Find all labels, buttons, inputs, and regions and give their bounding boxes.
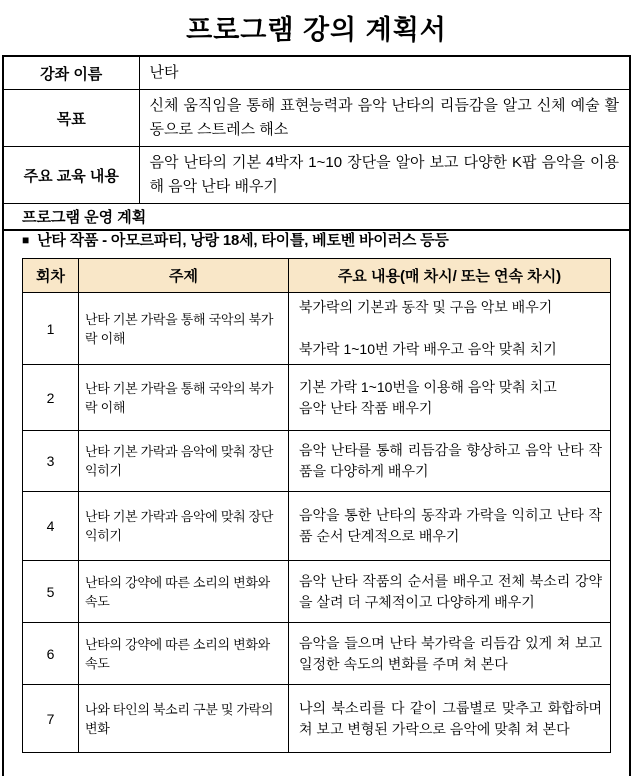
header-session-no: 회차 bbox=[23, 259, 79, 293]
session-topic: 난타 기본 가락과 음악에 맞춰 장단 익히기 bbox=[79, 492, 289, 561]
session-no: 2 bbox=[23, 365, 79, 431]
session-no: 4 bbox=[23, 492, 79, 561]
schedule-header-row bbox=[23, 259, 611, 293]
content-line: 음악 난타 작품 배우기 bbox=[299, 399, 433, 416]
content-line: 음악 난타를 통해 리듬감을 향상하고 음악 난타 작품을 다양하게 배우기 bbox=[299, 442, 602, 479]
session-topic: 난타의 강약에 따른 소리의 변화와 속도 bbox=[79, 623, 289, 685]
nanta-works-text: 난타 작품 - 아모르파티, 낭랑 18세, 타이틀, 베토벤 바이러스 등등 bbox=[37, 232, 449, 249]
info-label-course-name: 강좌 이름 bbox=[3, 56, 139, 90]
session-no: 3 bbox=[23, 431, 79, 492]
content-line: 음악을 들으며 난타 북가락을 리듬감 있게 쳐 보고 일정한 속도의 변화를 주며 쳐 본다 bbox=[299, 634, 602, 672]
schedule-row-7 bbox=[23, 685, 611, 753]
content-line: 음악 난타 작품의 순서를 배우고 전체 북소리 강약을 살려 더 구체적이고 다양하게 배우기 bbox=[299, 572, 602, 610]
info-value-main-content: 음악 난타의 기본 4박자 1~10 장단을 알아 보고 다양한 K팝 음악을 이용해 음악 난타 배우기 bbox=[139, 147, 630, 204]
schedule-row-6 bbox=[23, 623, 611, 685]
schedule-row-4 bbox=[23, 492, 611, 561]
session-no: 5 bbox=[23, 561, 79, 623]
session-topic: 난타 기본 가락과 음악에 맞춰 장단 익히기 bbox=[79, 431, 289, 492]
session-content bbox=[289, 431, 611, 492]
session-content bbox=[289, 623, 611, 685]
session-content bbox=[289, 492, 611, 561]
session-content bbox=[289, 561, 611, 623]
header-topic: 주제 bbox=[79, 259, 289, 293]
schedule-row-5 bbox=[23, 561, 611, 623]
schedule-table bbox=[22, 258, 611, 753]
section-title: 프로그램 운영 계획 bbox=[3, 204, 630, 231]
session-content bbox=[289, 293, 611, 365]
info-label-main-content: 주요 교육 내용 bbox=[3, 147, 139, 204]
course-info-table bbox=[2, 55, 631, 231]
session-no: 1 bbox=[23, 293, 79, 365]
info-row-main-content bbox=[3, 147, 630, 204]
session-topic: 난타 기본 가락을 통해 국악의 북가락 이해 bbox=[79, 293, 289, 365]
page-title: 프로그램 강의 계획서 bbox=[186, 15, 447, 45]
session-topic: 난타 기본 가락을 통해 국악의 북가락 이해 bbox=[79, 365, 289, 431]
content-line: 북가락의 기본과 동작 및 구음 악보 배우기 bbox=[299, 299, 553, 315]
info-value-goal: 신체 움직임을 통해 표현능력과 음악 난타의 리듬감을 알고 신체 예술 활동으로 스트레스 해소 bbox=[139, 90, 630, 147]
schedule-row-2 bbox=[23, 365, 611, 431]
nanta-works-line bbox=[22, 229, 449, 250]
session-no: 6 bbox=[23, 623, 79, 685]
session-no: 7 bbox=[23, 685, 79, 753]
session-content bbox=[289, 365, 611, 431]
square-bullet-icon: ■ bbox=[22, 233, 30, 247]
header-main-content: 주요 내용(매 차시/ 또는 연속 차시) bbox=[289, 259, 611, 293]
info-row-course-name bbox=[3, 56, 630, 90]
info-row-goal bbox=[3, 90, 630, 147]
session-topic: 나와 타인의 북소리 구분 및 가락의 변화 bbox=[79, 685, 289, 753]
info-value-course-name: 난타 bbox=[139, 56, 630, 90]
content-line: 북가락 1~10번 가락 배우고 음악 맞춰 치기 bbox=[299, 341, 557, 357]
schedule-row-3 bbox=[23, 431, 611, 492]
info-label-goal: 목표 bbox=[3, 90, 139, 147]
schedule-row-1 bbox=[23, 293, 611, 365]
session-content bbox=[289, 685, 611, 753]
content-line: 기본 가락 1~10번을 이용해 음악 맞춰 치고 bbox=[299, 378, 557, 395]
content-line-spacer bbox=[299, 318, 602, 339]
session-topic: 난타의 강약에 따른 소리의 변화와 속도 bbox=[79, 561, 289, 623]
content-line: 음악을 통한 난타의 동작과 가락을 익히고 난타 작품 순서 단계적으로 배우기 bbox=[299, 507, 602, 544]
content-line: 나의 북소리를 다 같이 그룹별로 맞추고 화합하며 쳐 보고 변형된 가락으로 음악에 맞춰 쳐 본다 bbox=[299, 699, 602, 737]
